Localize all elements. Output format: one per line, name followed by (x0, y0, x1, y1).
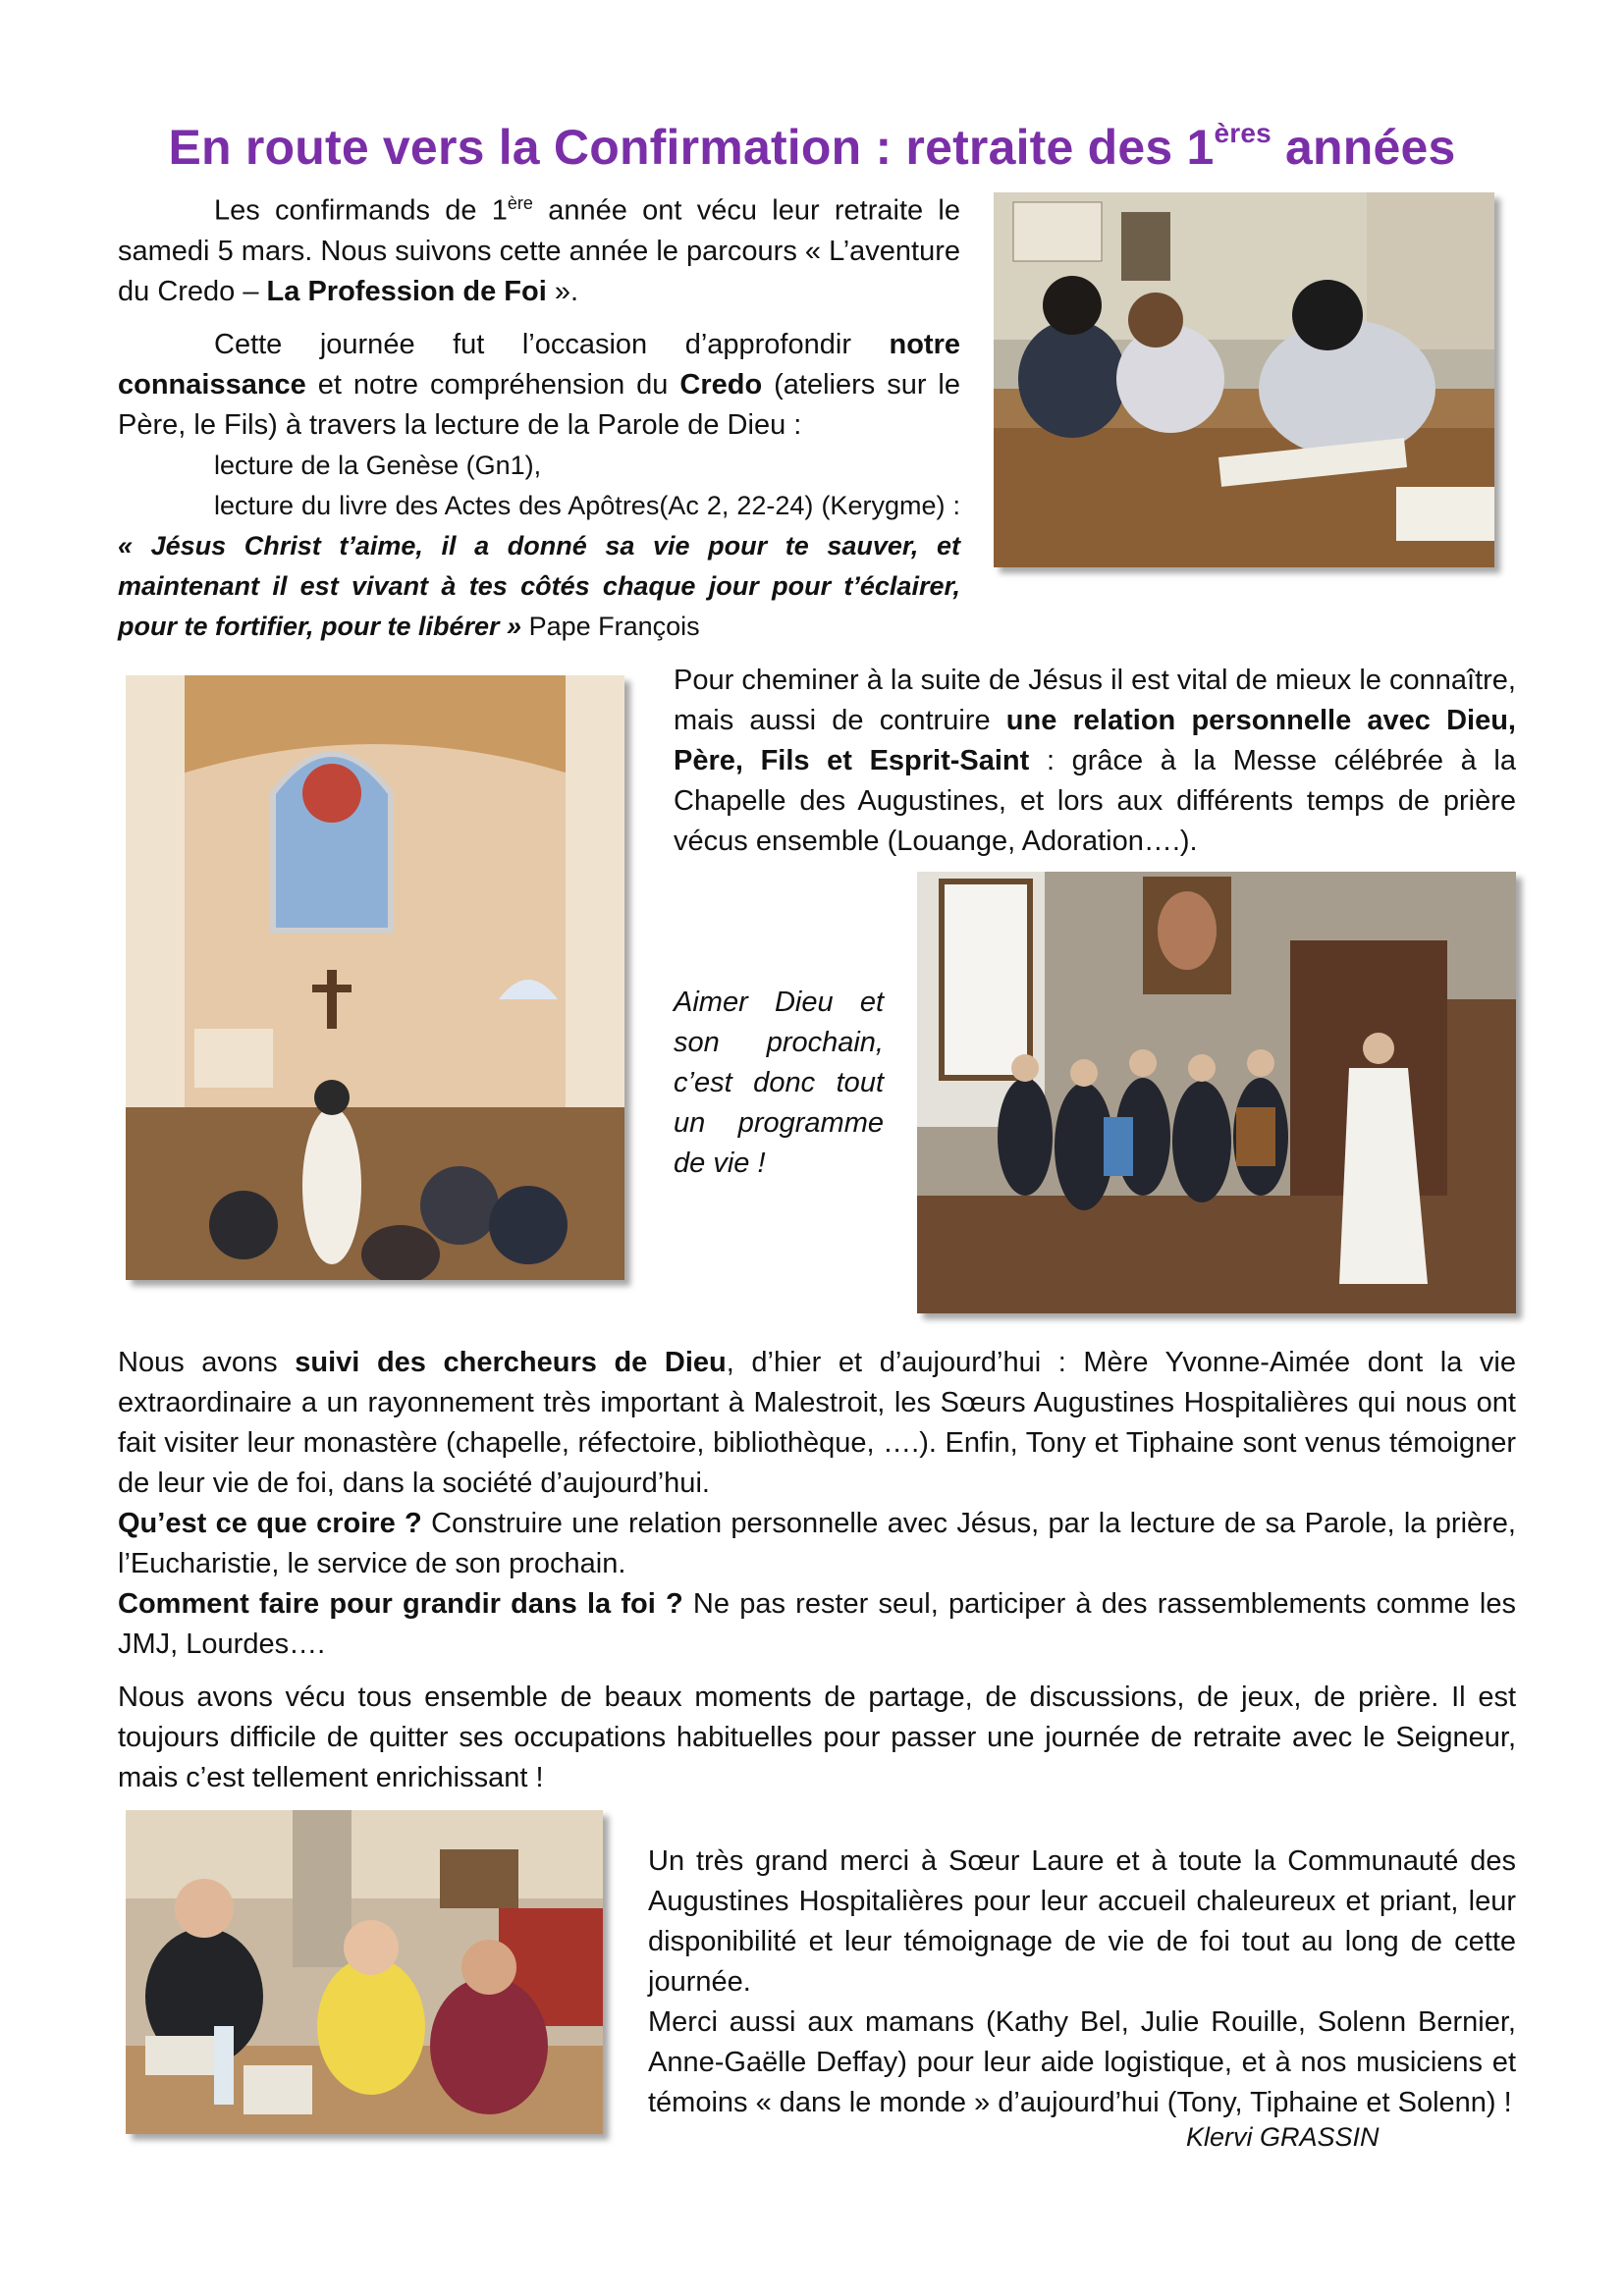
actes-line: lecture du livre des Actes des Apôtres(Ac 2, 22-24) (Kerygme) : « Jésus Christ t’aime, il a donné sa vie pour te sauver, et maintenant il est vivant à tes côtés chaque jour pour t’éclairer, pour te fortifier, pour te libérer » Pape François (118, 490, 960, 641)
photo-three-girls (126, 1810, 603, 2134)
page-title: En route vers la Confirmation : retraite des 1ères années (168, 118, 1456, 175)
intro-paragraph-2: Cette journée fut l’occasion d’approfondir notre connaissance et notre compréhension du Credo (ateliers sur le Père, le Fils) à travers la lecture de la Parole de Dieu : (118, 328, 960, 441)
chercheurs-text: Nous avons suivi des chercheurs de Dieu, d’hier et d’aujourd’hui : Mère Yvonne-Aimée dont la vie extraordinaire a un rayonnement très important à Malestroit, les Sœurs Augustines Hospitalières qui nous ont fait visiter leur monastère (chapelle, réfectoire, bibliothèque, ….). Enfin, Tony et Tiphaine sont venus témoigner de leur vie de foi, dans la société d’aujourd’hui. Qu’est ce que croire ? Construire une relation personnelle avec Jésus, par la lecture de sa Parole, la prière, l’Eucharistie, le service de son prochain. Comment faire pour grandir dans la foi ? Ne pas rester seul, participer à des rassemblements comme les JMJ, Lourdes…. Nous avons vécu tous ensemble de beaux moments de partage, de discussions, de jeux, de prière. Il est toujours difficile de quitter ses occupations habituelles pour passer une journée de retraite avec le Seigneur, mais c’est tellement enrichissant ! (118, 1343, 1516, 1798)
merci-paragraph-2: Merci aussi aux mamans (Kathy Bel, Julie Rouille, Solenn Bernier, Anne-Gaëlle Deffay) pour leur aide logistique, et à nos musiciens et témoins « dans le monde » d’aujourd’hui (Tony, Tiphaine et Solenn) ! (648, 2006, 1516, 2118)
photo-chapel (126, 675, 624, 1280)
intro-text (118, 184, 960, 647)
aimer-dieu-text: Aimer Dieu et son prochain, c’est donc tout un programme de vie ! (674, 987, 884, 1179)
croire-paragraph: Qu’est ce que croire ? Construire une relation personnelle avec Jésus, par la lecture de sa Parole, la prière, l’Eucharistie, le service de son prochain. (118, 1508, 1516, 1579)
photo-group-monastery (917, 872, 1516, 1313)
merci-paragraph-1: Un très grand merci à Sœur Laure et à toute la Communauté des Augustines Hospitalières pour leur accueil chaleureux et priant, leur disponibilité et leur témoignage de vie de foi tout au long de cette journée. (648, 1845, 1516, 1998)
merci-text (648, 1842, 1516, 2123)
relation-text: Pour cheminer à la suite de Jésus il est vital de mieux le connaître, mais aussi de contruire une relation personnelle avec Dieu, Père, Fils et Esprit-Saint : grâce à la Messe célébrée à la Chapelle des Augustines, et lors aux différents temps de prière vécus ensemble (Louange, Adoration….). (674, 665, 1516, 857)
signature: Klervi GRASSIN (1186, 2122, 1380, 2152)
moments-paragraph: Nous avons vécu tous ensemble de beaux moments de partage, de discussions, de jeux, de prière. Il est toujours difficile de quitter ses occupations habituelles pour passer une journée de retraite avec le Seigneur, mais c’est tellement enrichissant ! (118, 1682, 1516, 1793)
grandir-paragraph: Comment faire pour grandir dans la foi ? Ne pas rester seul, participer à des rassemblements comme les JMJ, Lourdes…. (118, 1588, 1516, 1660)
intro-paragraph-1: Les confirmands de 1ère année ont vécu leur retraite le samedi 5 mars. Nous suivons cette année le parcours « L’aventure du Credo – La Profession de Foi ». (118, 193, 960, 307)
genese-line: lecture de la Genèse (Gn1), (214, 450, 542, 480)
photo-students-desks (994, 192, 1494, 567)
